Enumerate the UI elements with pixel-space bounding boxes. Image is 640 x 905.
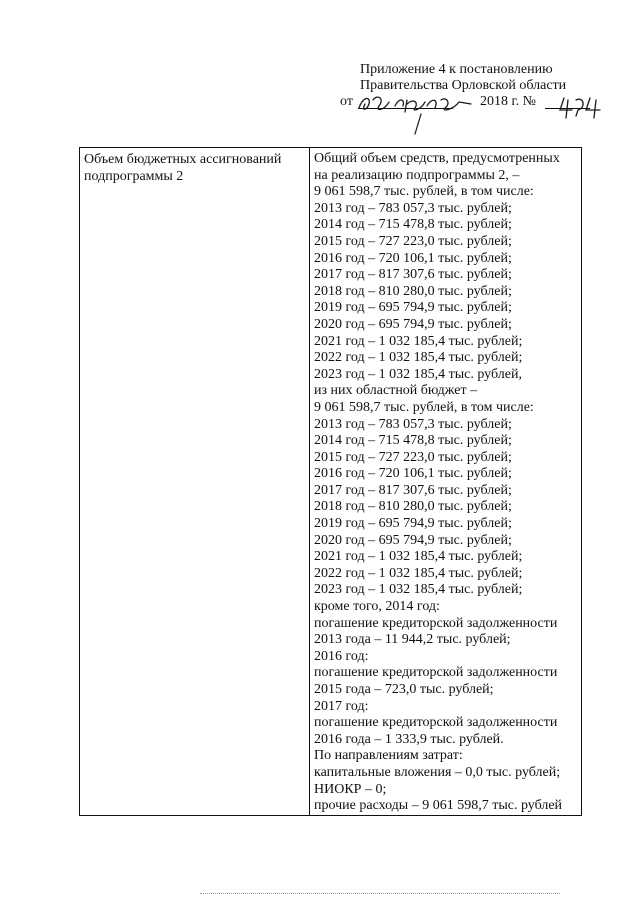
budget-line: прочие расходы – 9 061 598,7 тыс. рублей [314,798,563,814]
budget-line: По направлениям затрат: [314,748,463,764]
budget-line: 2013 год – 783 057,3 тыс. рублей; [314,416,512,432]
handwritten-tick-mark [412,112,424,136]
budget-line: погашение кредиторской задолженности [314,715,558,731]
budget-line: 2016 год – 720 106,1 тыс. рублей; [314,250,512,266]
budget-line: погашение кредиторской задолженности [314,665,558,681]
budget-line: 2017 год: [314,698,369,714]
budget-line: на реализацию подпрограммы 2, – [314,167,520,183]
budget-line: НИОКР – 0; [314,781,387,797]
budget-line: 2020 год – 695 794,9 тыс. рублей; [314,532,512,548]
appendix-title: Приложение 4 к постановлению [360,62,553,77]
budget-line: 2015 год – 727 223,0 тыс. рублей; [314,449,512,465]
row-label-cell: Объем бюджетных ассигнований подпрограммы 2 [80,148,310,816]
budget-line: 2017 год – 817 307,6 тыс. рублей; [314,482,512,498]
budget-line: 2016 год: [314,648,369,664]
budget-line: 2016 года – 1 333,9 тыс. рублей. [314,731,504,747]
page-footer-rule [200,893,560,894]
budget-line: 2023 год – 1 032 185,4 тыс. рублей, [314,366,522,382]
budget-line: 2017 год – 817 307,6 тыс. рублей; [314,267,512,283]
budget-line: 2019 год – 695 794,9 тыс. рублей; [314,300,512,316]
table-row [80,148,582,816]
row-value-cell [310,148,582,816]
budget-line: 2018 год – 810 280,0 тыс. рублей; [314,499,512,515]
budget-line: 2021 год – 1 032 185,4 тыс. рублей; [314,333,523,349]
budget-line: 2021 год – 1 032 185,4 тыс. рублей; [314,549,523,565]
budget-line: 2022 год – 1 032 185,4 тыс. рублей; [314,565,523,581]
budget-line: 9 061 598,7 тыс. рублей, в том числе: [314,184,534,200]
budget-line: 2023 год – 1 032 185,4 тыс. рублей; [314,582,523,598]
budget-line: 2020 год – 695 794,9 тыс. рублей; [314,316,512,332]
budget-line: 2018 год – 810 280,0 тыс. рублей; [314,283,512,299]
government-name: Правительства Орловской области [360,78,567,93]
budget-line: из них областной бюджет – [314,383,478,399]
from-label: от [340,94,353,109]
budget-line: Общий объем средств, предусмотренных [314,151,560,166]
budget-line: погашение кредиторской задолженности [314,615,558,631]
year-number-label: 2018 г. № [480,94,537,109]
budget-line: 9 061 598,7 тыс. рублей, в том числе: [314,399,534,415]
budget-allocation-table [79,147,582,816]
budget-line: 2016 год – 720 106,1 тыс. рублей; [314,466,512,482]
budget-line: 2019 год – 695 794,9 тыс. рублей; [314,516,512,532]
budget-line: 2015 год – 727 223,0 тыс. рублей; [314,233,512,249]
handwritten-number-signature [558,94,608,120]
budget-line: 2014 год – 715 478,8 тыс. рублей; [314,217,512,233]
budget-line: кроме того, 2014 год: [314,599,440,615]
budget-line: 2022 год – 1 032 185,4 тыс. рублей; [314,350,523,366]
budget-line: капитальные вложения – 0,0 тыс. рублей; [314,764,561,780]
budget-line: 2013 год – 783 057,3 тыс. рублей; [314,200,512,216]
budget-line: 2015 года – 723,0 тыс. рублей; [314,682,494,697]
budget-line: 2014 год – 715 478,8 тыс. рублей; [314,433,512,449]
budget-line: 2013 года – 11 944,2 тыс. рублей; [314,632,511,648]
